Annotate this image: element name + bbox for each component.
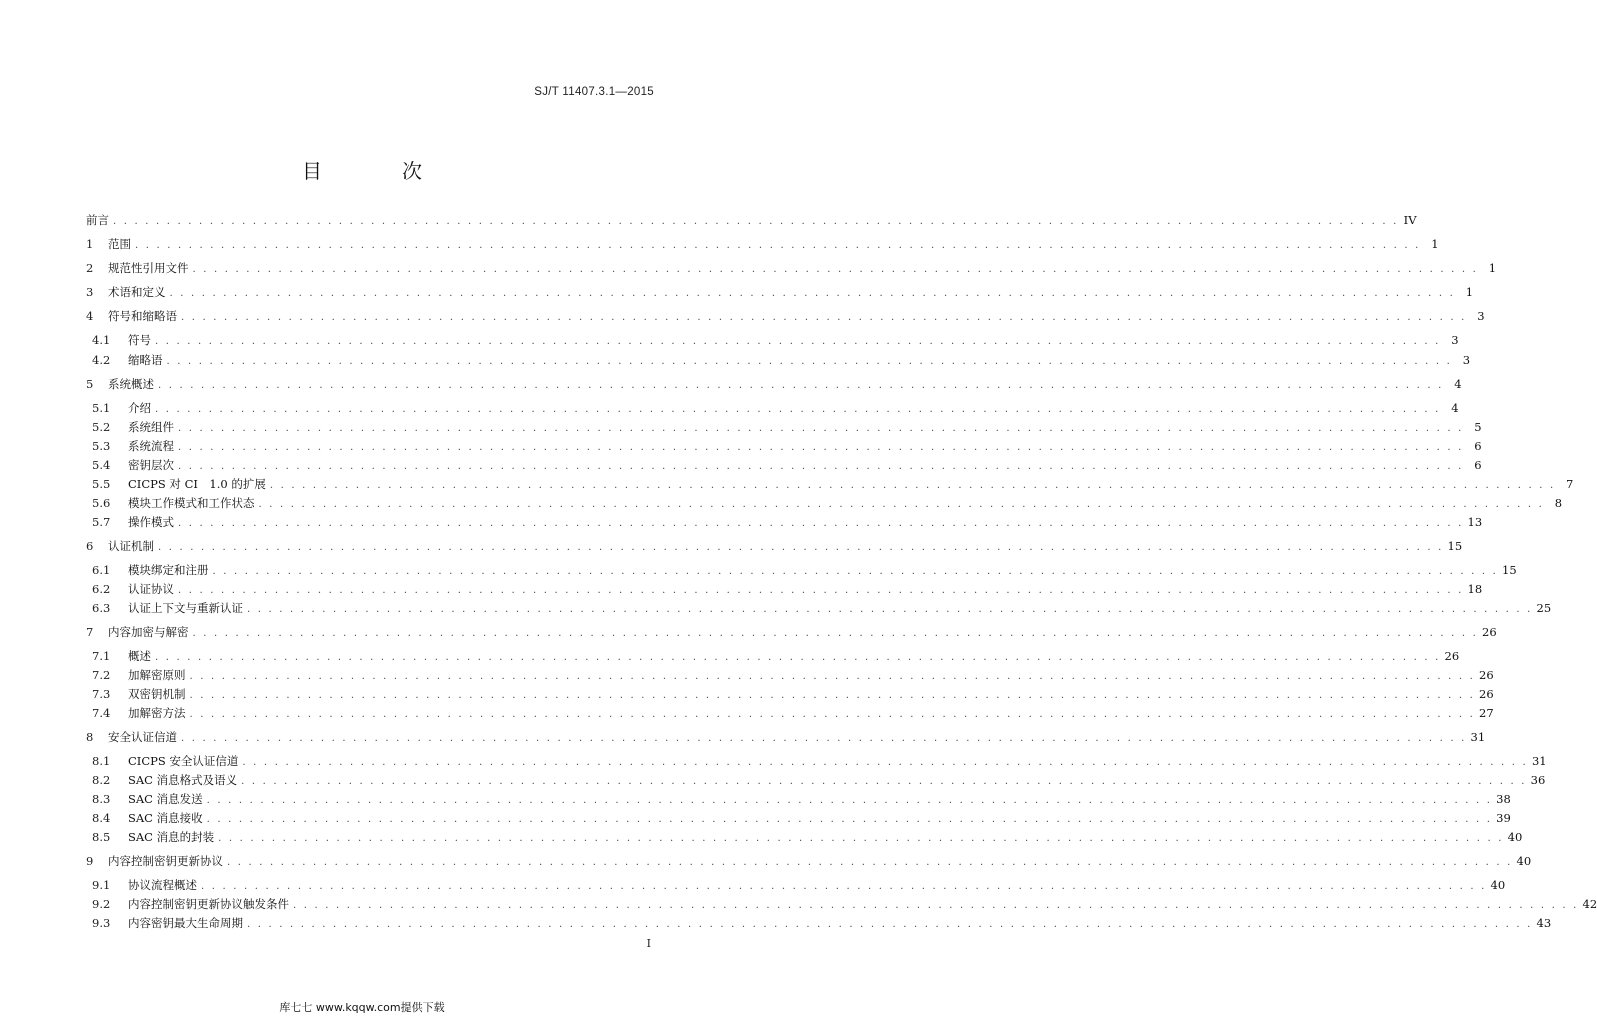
toc-entry-number: 6.1 [92,563,111,577]
toc-entry-number: 3 [86,285,94,299]
dot-leader: . . . . . . . . . . . . . . . . . . . . . . . . . . . . . . . . . . . . . . . . . . . . . . . . . . . . . . . . . . . . . . . . . . . . . . . . . . . . . . . . . . . . . . . . . . . . . . . . . . . . . . . . . . . . . . . . . . . . . . . . [135,240,1421,251]
dot-leader: . . . . . . . . . . . . . . . . . . . . . . . . . . . . . . . . . . . . . . . . . . . . . . . . . . . . . . . . . . . . . . . . . . . . . . . . . . . . . . . . . . . . . . . . . . . . . . . . . . . . . . . . . . . . . . . . . . . . . . . . [201,881,1487,892]
toc-entry-page: 40 [1516,854,1532,868]
toc-entry[interactable] [86,476,1574,492]
toc-entry[interactable] [86,260,1497,276]
toc-entry[interactable] [86,648,1460,664]
dot-leader: . . . . . . . . . . . . . . . . . . . . . . . . . . . . . . . . . . . . . . . . . . . . . . . . . . . . . . . . . . . . . . . . . . . . . . . . . . . . . . . . . . . . . . . . . . . . . . . . . . . . . . . . . . . . . . . . . . . . . . . . [206,795,1493,806]
toc-entry-page: 40 [1507,830,1523,844]
toc-entry[interactable] [86,753,1547,769]
toc-entry-label: 认证协议 [128,582,174,596]
dot-leader: . . . . . . . . . . . . . . . . . . . . . . . . . . . . . . . . . . . . . . . . . . . . . . . . . . . . . . . . . . . . . . . . . . . . . . . . . . . . . . . . . . . . . . . . . . . . . . . . . . . . . . . . . . . . . . . . . . . . . . . . [241,776,1527,787]
toc-entry-page: 39 [1496,811,1511,825]
dot-leader: . . . . . . . . . . . . . . . . . . . . . . . . . . . . . . . . . . . . . . . . . . . . . . . . . . . . . . . . . . . . . . . . . . . . . . . . . . . . . . . . . . . . . . . . . . . . . . . . . . . . . . . . . . . . . . . . . . . . . . . . [258,499,1545,510]
watermark-text: 库七七 www.kqqw.com提供下载 [279,1001,445,1014]
toc-entry[interactable] [86,686,1494,702]
toc-entry[interactable] [86,308,1485,324]
toc-entry[interactable] [86,457,1482,473]
toc-entry-label: 模块工作模式和工作状态 [128,496,255,510]
toc-entry-number: 5.6 [92,496,111,510]
dot-leader: . . . . . . . . . . . . . . . . . . . . . . . . . . . . . . . . . . . . . . . . . . . . . . . . . . . . . . . . . . . . . . . . . . . . . . . . . . . . . . . . . . . . . . . . . . . . . . . . . . . . . . . . . . . . . . . . . . . . . . . . [113,216,1399,227]
toc-entry-number: 6.2 [92,582,111,596]
toc-entry-number: 2 [86,261,94,275]
toc-entry-page: IV [1403,213,1417,227]
dot-leader: . . . . . . . . . . . . . . . . . . . . . . . . . . . . . . . . . . . . . . . . . . . . . . . . . . . . . . . . . . . . . . . . . . . . . . . . . . . . . . . . . . . . . . . . . . . . . . . . . . . . . . . . . . . . . . . . . . . . . . . . [158,542,1444,553]
toc-entry[interactable] [86,853,1532,869]
toc-entry-page: 38 [1496,792,1511,806]
toc-entry-number: 5.1 [92,401,111,415]
toc-entry[interactable] [86,236,1439,252]
toc-entry-label: SAC 消息发送 [128,792,203,806]
toc-entry-number: 4 [86,309,94,323]
toc-entry-label: 符号 [128,333,151,347]
toc-entry-page: 7 [1566,477,1574,491]
dot-leader: . . . . . . . . . . . . . . . . . . . . . . . . . . . . . . . . . . . . . . . . . . . . . . . . . . . . . . . . . . . . . . . . . . . . . . . . . . . . . . . . . . . . . . . . . . . . . . . . . . . . . . . . . . . . . . . . . . . . . . . . [155,652,1441,663]
toc-entry-page: 4 [1451,401,1459,415]
dot-leader: . . . . . . . . . . . . . . . . . . . . . . . . . . . . . . . . . . . . . . . . . . . . . . . . . . . . . . . . . . . . . . . . . . . . . . . . . . . . . . . . . . . . . . . . . . . . . . . . . . . . . . . . . . . . . . . . . . . . . . . . [178,585,1464,596]
toc-entry-label: 加解密方法 [128,706,186,720]
toc-entry-number: 7 [86,625,94,639]
toc-entry-label: SAC 消息格式及语义 [128,773,238,787]
toc-entry-page: 42 [1582,897,1597,911]
toc-entry-label: 协议流程概述 [128,878,197,892]
dot-leader: . . . . . . . . . . . . . . . . . . . . . . . . . . . . . . . . . . . . . . . . . . . . . . . . . . . . . . . . . . . . . . . . . . . . . . . . . . . . . . . . . . . . . . . . . . . . . . . . . . . . . . . . . . . . . . . . . . . . . . . . [293,900,1579,911]
toc-entry-number: 5.4 [92,458,111,472]
toc-entry[interactable] [86,829,1523,845]
page-title: 目 次 [302,159,452,183]
toc-entry-page: 1 [1488,261,1497,275]
toc-entry[interactable] [86,284,1474,300]
dot-leader: . . . . . . . . . . . . . . . . . . . . . . . . . . . . . . . . . . . . . . . . . . . . . . . . . . . . . . . . . . . . . . . . . . . . . . . . . . . . . . . . . . . . . . . . . . . . . . . . . . . . . . . . . . . . . . . . . . . . . . . . [227,857,1513,868]
toc-entry[interactable] [86,538,1463,554]
toc-entry[interactable] [86,400,1459,416]
toc-entry-page: 31 [1470,730,1486,744]
toc-entry[interactable] [86,581,1483,597]
toc-entry-number: 4.1 [92,333,111,347]
toc-entry[interactable] [86,667,1494,683]
toc-entry-label: CICPS 对 CI 1.0 的扩展 [128,477,266,491]
toc-entry-page: 13 [1467,515,1483,529]
dot-leader: . . . . . . . . . . . . . . . . . . . . . . . . . . . . . . . . . . . . . . . . . . . . . . . . . . . . . . . . . . . . . . . . . . . . . . . . . . . . . . . . . . . . . . . . . . . . . . . . . . . . . . . . . . . . . . . . . . . . . . . . [218,833,1504,844]
toc-entry-label: 介绍 [128,401,151,415]
toc-entry-label: 模块绑定和注册 [128,563,209,577]
toc-entry-page: 27 [1479,706,1494,720]
dot-leader: . . . . . . . . . . . . . . . . . . . . . . . . . . . . . . . . . . . . . . . . . . . . . . . . . . . . . . . . . . . . . . . . . . . . . . . . . . . . . . . . . . . . . . . . . . . . . . . . . . . . . . . . . . . . . . . . . . . . . . . . [247,604,1533,615]
toc-entry-number: 6.3 [92,601,111,615]
toc-entry-label: 密钥层次 [128,458,174,472]
toc-entry-page: 8 [1554,496,1563,510]
toc-entry-number: 7.4 [92,706,111,720]
toc-entry-label: 安全认证信道 [108,730,177,744]
dot-leader: . . . . . . . . . . . . . . . . . . . . . . . . . . . . . . . . . . . . . . . . . . . . . . . . . . . . . . . . . . . . . . . . . . . . . . . . . . . . . . . . . . . . . . . . . . . . . . . . . . . . . . . . . . . . . . . . . . . . . . . . [189,709,1476,720]
toc-entry-number: 1 [86,237,94,251]
toc-entry[interactable] [86,772,1546,788]
toc-entry-number: 7.3 [92,687,111,701]
toc-entry[interactable] [86,212,1417,228]
toc-entry[interactable] [86,514,1483,530]
toc-entry-page: 4 [1454,377,1462,391]
toc-entry-page: 15 [1502,563,1517,577]
toc-entry-page: 40 [1490,878,1506,892]
toc-entry-number: 9.2 [92,897,111,911]
dot-leader: . . . . . . . . . . . . . . . . . . . . . . . . . . . . . . . . . . . . . . . . . . . . . . . . . . . . . . . . . . . . . . . . . . . . . . . . . . . . . . . . . . . . . . . . . . . . . . . . . . . . . . . . . . . . . . . . . . . . . . . . [178,461,1464,472]
toc-entry[interactable] [86,791,1511,807]
toc-entry-label: 内容密钥最大生命周期 [128,916,243,930]
toc-entry-page: 26 [1479,687,1494,701]
dot-leader: . . . . . . . . . . . . . . . . . . . . . . . . . . . . . . . . . . . . . . . . . . . . . . . . . . . . . . . . . . . . . . . . . . . . . . . . . . . . . . . . . . . . . . . . . . . . . . . . . . . . . . . . . . . . . . . . . . . . . . . . [155,404,1441,415]
toc-entry-label: SAC 消息接收 [128,811,203,825]
toc-entry-label: 系统流程 [128,439,174,453]
toc-entry-number: 8.4 [92,811,111,825]
toc-entry-number: 7.1 [92,649,111,663]
toc-entry[interactable] [86,562,1517,578]
toc-entry[interactable] [86,915,1552,931]
toc-entry[interactable] [86,810,1511,826]
toc-entry-number: 5.5 [92,477,111,491]
toc-entry-page: 26 [1479,668,1494,682]
toc-entry[interactable] [86,438,1482,454]
toc-entry[interactable] [86,600,1552,616]
standard-code: SJ/T 11407.3.1—2015 [534,86,654,98]
toc-entry[interactable] [86,624,1497,640]
toc-entry-number: 9 [86,854,94,868]
toc-entry-label: 内容控制密钥更新协议触发条件 [128,897,289,911]
toc-entry-page: 6 [1474,458,1482,472]
toc-entry-number: 7.2 [92,668,111,682]
toc-entry-page: 43 [1536,916,1552,930]
dot-leader: . . . . . . . . . . . . . . . . . . . . . . . . . . . . . . . . . . . . . . . . . . . . . . . . . . . . . . . . . . . . . . . . . . . . . . . . . . . . . . . . . . . . . . . . . . . . . . . . . . . . . . . . . . . . . . . . . . . . . . . . [178,442,1464,453]
toc-entry[interactable] [86,376,1462,392]
toc-entry-number: 4.2 [92,353,111,367]
toc-entry[interactable] [86,729,1486,745]
page-number: I [646,937,651,950]
toc-entry-label: 加解密原则 [128,668,186,682]
toc-entry[interactable] [86,352,1471,368]
toc-entry-page: 1 [1465,285,1474,299]
toc-entry-page: 1 [1431,237,1439,251]
dot-leader: . . . . . . . . . . . . . . . . . . . . . . . . . . . . . . . . . . . . . . . . . . . . . . . . . . . . . . . . . . . . . . . . . . . . . . . . . . . . . . . . . . . . . . . . . . . . . . . . . . . . . . . . . . . . . . . . . . . . . . . . [189,690,1476,701]
dot-leader: . . . . . . . . . . . . . . . . . . . . . . . . . . . . . . . . . . . . . . . . . . . . . . . . . . . . . . . . . . . . . . . . . . . . . . . . . . . . . . . . . . . . . . . . . . . . . . . . . . . . . . . . . . . . . . . . . . . . . . . . [269,480,1556,491]
dot-leader: . . . . . . . . . . . . . . . . . . . . . . . . . . . . . . . . . . . . . . . . . . . . . . . . . . . . . . . . . . . . . . . . . . . . . . . . . . . . . . . . . . . . . . . . . . . . . . . . . . . . . . . . . . . . . . . . . . . . . . . . [247,919,1533,930]
toc-entry-label: 符号和缩略语 [108,309,177,323]
toc-entry-label: SAC 消息的封装 [128,830,215,844]
toc-entry-label: 认证机制 [108,539,154,553]
toc-entry-number: 9.3 [92,916,111,930]
dot-leader: . . . . . . . . . . . . . . . . . . . . . . . . . . . . . . . . . . . . . . . . . . . . . . . . . . . . . . . . . . . . . . . . . . . . . . . . . . . . . . . . . . . . . . . . . . . . . . . . . . . . . . . . . . . . . . . . . . . . . . . . [192,264,1479,275]
toc-entry-page: 31 [1531,754,1547,768]
toc-entry-label: 双密钥机制 [128,687,186,701]
toc-entry-number: 5.3 [92,439,111,453]
toc-entry-label: 系统组件 [128,420,174,434]
toc-entry[interactable] [86,877,1506,893]
toc-entry-number: 6 [86,539,94,553]
toc-entry-label: 规范性引用文件 [108,261,189,275]
dot-leader: . . . . . . . . . . . . . . . . . . . . . . . . . . . . . . . . . . . . . . . . . . . . . . . . . . . . . . . . . . . . . . . . . . . . . . . . . . . . . . . . . . . . . . . . . . . . . . . . . . . . . . . . . . . . . . . . . . . . . . . . [181,733,1467,744]
dot-leader: . . . . . . . . . . . . . . . . . . . . . . . . . . . . . . . . . . . . . . . . . . . . . . . . . . . . . . . . . . . . . . . . . . . . . . . . . . . . . . . . . . . . . . . . . . . . . . . . . . . . . . . . . . . . . . . . . . . . . . . . [178,423,1464,434]
toc-entry-label: 前言 [86,213,109,227]
dot-leader: . . . . . . . . . . . . . . . . . . . . . . . . . . . . . . . . . . . . . . . . . . . . . . . . . . . . . . . . . . . . . . . . . . . . . . . . . . . . . . . . . . . . . . . . . . . . . . . . . . . . . . . . . . . . . . . . . . . . . . . . [181,312,1467,323]
toc-entry[interactable] [86,495,1563,511]
dot-leader: . . . . . . . . . . . . . . . . . . . . . . . . . . . . . . . . . . . . . . . . . . . . . . . . . . . . . . . . . . . . . . . . . . . . . . . . . . . . . . . . . . . . . . . . . . . . . . . . . . . . . . . . . . . . . . . . . . . . . . . . [242,757,1528,768]
dot-leader: . . . . . . . . . . . . . . . . . . . . . . . . . . . . . . . . . . . . . . . . . . . . . . . . . . . . . . . . . . . . . . . . . . . . . . . . . . . . . . . . . . . . . . . . . . . . . . . . . . . . . . . . . . . . . . . . . . . . . . . . [178,518,1464,529]
toc-entry[interactable] [86,896,1597,912]
toc-entry-label: 概述 [128,649,151,663]
dot-leader: . . . . . . . . . . . . . . . . . . . . . . . . . . . . . . . . . . . . . . . . . . . . . . . . . . . . . . . . . . . . . . . . . . . . . . . . . . . . . . . . . . . . . . . . . . . . . . . . . . . . . . . . . . . . . . . . . . . . . . . . [192,628,1479,639]
toc-entry-page: 3 [1451,333,1459,347]
toc-entry-number: 8.5 [92,830,111,844]
toc-entry-label: 内容加密与解密 [108,625,189,639]
toc-entry-number: 8 [86,730,94,744]
toc-entry-page: 3 [1477,309,1485,323]
toc-entry[interactable] [86,332,1459,348]
toc-entry-page: 15 [1447,539,1463,553]
toc-entry-page: 18 [1467,582,1483,596]
dot-leader: . . . . . . . . . . . . . . . . . . . . . . . . . . . . . . . . . . . . . . . . . . . . . . . . . . . . . . . . . . . . . . . . . . . . . . . . . . . . . . . . . . . . . . . . . . . . . . . . . . . . . . . . . . . . . . . . . . . . . . . . [158,380,1444,391]
toc-entry-label: CICPS 安全认证信道 [128,754,239,768]
dot-leader: . . . . . . . . . . . . . . . . . . . . . . . . . . . . . . . . . . . . . . . . . . . . . . . . . . . . . . . . . . . . . . . . . . . . . . . . . . . . . . . . . . . . . . . . . . . . . . . . . . . . . . . . . . . . . . . . . . . . . . . . [166,356,1453,367]
toc-entry-page: 26 [1444,649,1460,663]
dot-leader: . . . . . . . . . . . . . . . . . . . . . . . . . . . . . . . . . . . . . . . . . . . . . . . . . . . . . . . . . . . . . . . . . . . . . . . . . . . . . . . . . . . . . . . . . . . . . . . . . . . . . . . . . . . . . . . . . . . . . . . . [189,671,1476,682]
toc-entry-page: 3 [1462,353,1471,367]
dot-leader: . . . . . . . . . . . . . . . . . . . . . . . . . . . . . . . . . . . . . . . . . . . . . . . . . . . . . . . . . . . . . . . . . . . . . . . . . . . . . . . . . . . . . . . . . . . . . . . . . . . . . . . . . . . . . . . . . . . . . . . . [155,336,1441,347]
toc-entry-label: 操作模式 [128,515,174,529]
toc-entry-label: 认证上下文与重新认证 [128,601,243,615]
toc-entry-number: 8.2 [92,773,111,787]
toc-entry-label: 术语和定义 [108,285,166,299]
toc-entry-label: 系统概述 [108,377,154,391]
toc-entry-number: 5.7 [92,515,111,529]
toc-entry-number: 5.2 [92,420,111,434]
toc-entry-number: 5 [86,377,94,391]
toc-entry[interactable] [86,419,1482,435]
toc-entry-number: 9.1 [92,878,111,892]
toc-entry-page: 5 [1474,420,1482,434]
dot-leader: . . . . . . . . . . . . . . . . . . . . . . . . . . . . . . . . . . . . . . . . . . . . . . . . . . . . . . . . . . . . . . . . . . . . . . . . . . . . . . . . . . . . . . . . . . . . . . . . . . . . . . . . . . . . . . . . . . . . . . . . [212,566,1499,577]
toc-entry[interactable] [86,705,1494,721]
toc-entry-label: 缩略语 [128,353,163,367]
toc-entry-page: 6 [1474,439,1482,453]
toc-entry-page: 26 [1482,625,1497,639]
toc-entry-page: 25 [1536,601,1552,615]
toc-entry-number: 8.3 [92,792,111,806]
dot-leader: . . . . . . . . . . . . . . . . . . . . . . . . . . . . . . . . . . . . . . . . . . . . . . . . . . . . . . . . . . . . . . . . . . . . . . . . . . . . . . . . . . . . . . . . . . . . . . . . . . . . . . . . . . . . . . . . . . . . . . . . [169,288,1456,299]
toc-entry-label: 内容控制密钥更新协议 [108,854,223,868]
toc-entry-number: 8.1 [92,754,111,768]
toc-entry-page: 36 [1530,773,1546,787]
dot-leader: . . . . . . . . . . . . . . . . . . . . . . . . . . . . . . . . . . . . . . . . . . . . . . . . . . . . . . . . . . . . . . . . . . . . . . . . . . . . . . . . . . . . . . . . . . . . . . . . . . . . . . . . . . . . . . . . . . . . . . . . [206,814,1493,825]
toc-entry-label: 范围 [108,237,131,251]
